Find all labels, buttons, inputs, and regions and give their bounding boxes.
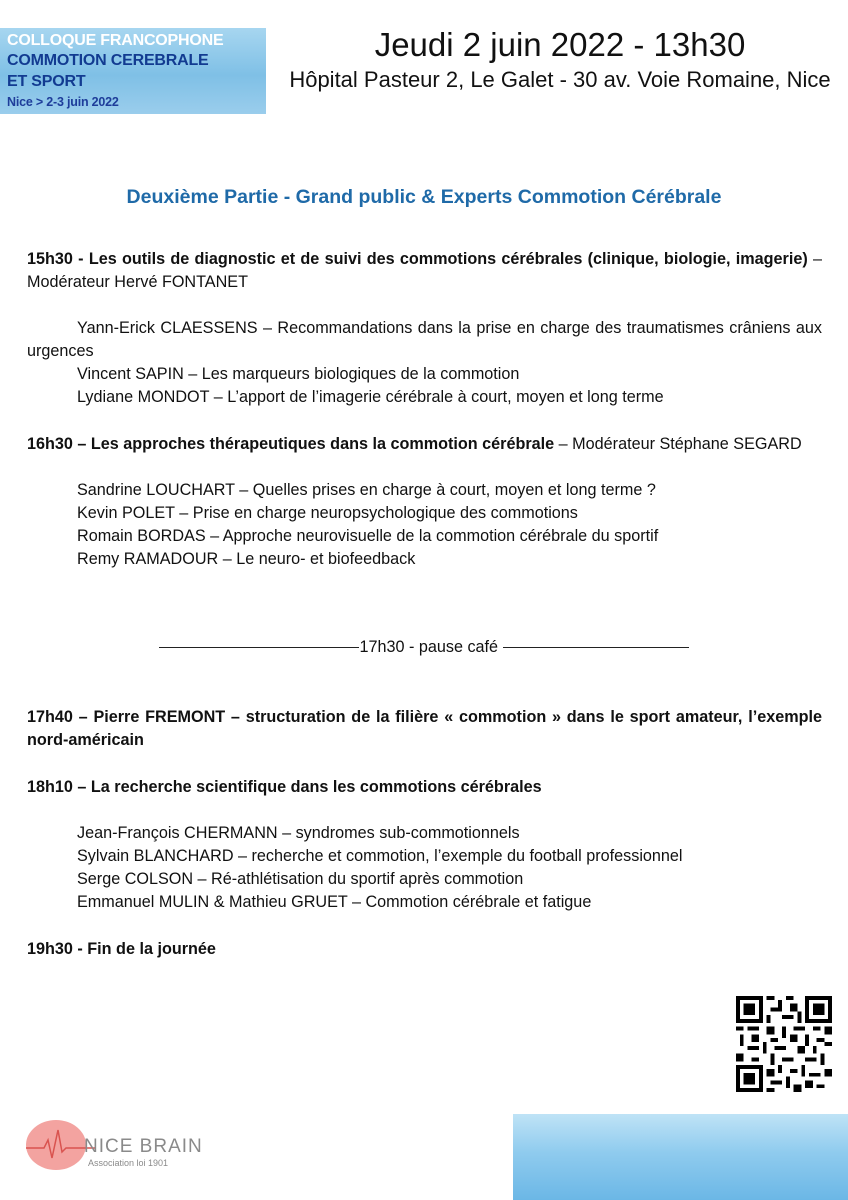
pause-rule-left: [159, 647, 359, 648]
nice-brain-subtitle: Association loi 1901: [88, 1158, 169, 1168]
event-place: Hôpital Pasteur 2, Le Galet - 30 av. Voie Romaine, Nice: [289, 67, 831, 92]
nice-brain-logo: [26, 1118, 236, 1174]
block-heading-bold: 18h10 – La recherche scientifique dans les commotions cérébrales: [27, 778, 542, 796]
day-end: 19h30 - Fin de la journée: [27, 940, 216, 958]
decorative-water-band: [513, 1114, 848, 1200]
block-heading: [27, 248, 822, 294]
program-block: [27, 433, 822, 571]
logo-line-1: COLLOQUE FRANCOPHONE: [7, 32, 224, 49]
colloque-logo: [0, 28, 266, 114]
logo-line-3: ET SPORT: [7, 73, 86, 90]
block-heading: [27, 706, 822, 752]
logo-line-4: Nice > 2-3 juin 2022: [7, 95, 119, 109]
program-block: [27, 776, 822, 914]
pause-label: 17h30 - pause café: [359, 638, 499, 656]
section-title: Deuxième Partie - Grand public & Experts Commotion Cérébrale: [126, 186, 722, 208]
pause-divider: [0, 638, 848, 657]
talk-list: [27, 822, 822, 914]
nice-brain-name: NICE BRAIN: [84, 1136, 203, 1157]
talk-list: [27, 479, 822, 571]
block-heading: [27, 433, 822, 456]
program-part-1: [27, 248, 822, 595]
talk-item: Lydiane MONDOT – L’apport de l’imagerie cérébrale à court, moyen et long terme: [77, 388, 664, 406]
talk-item: Jean-François CHERMANN – syndromes sub-commotionnels: [77, 824, 520, 842]
talk-item: Serge COLSON – Ré-athlétisation du sportif après commotion: [77, 870, 524, 888]
block-heading: [27, 776, 822, 799]
block-heading-bold: 17h40 – Pierre FREMONT – structuration de la filière « commotion » dans le sport amateur, l’exemple nord-américain: [27, 708, 822, 749]
program-block: [27, 248, 822, 409]
qr-code-icon: [736, 996, 832, 1092]
pause-rule-right: [503, 647, 689, 648]
talk-item: Sylvain BLANCHARD – recherche et commotion, l’exemple du football professionnel: [77, 847, 683, 865]
talk-item: Sandrine LOUCHART – Quelles prises en charge à court, moyen et long terme ?: [77, 481, 656, 499]
block-heading-moderator: – Modérateur Hervé FONTANET: [27, 250, 822, 291]
logo-line-2: COMMOTION CEREBRALE: [7, 52, 209, 69]
block-heading-moderator: – Modérateur Stéphane SEGARD: [554, 435, 802, 453]
event-date: Jeudi 2 juin 2022 - 13h30: [374, 26, 746, 63]
talk-item: Emmanuel MULIN & Mathieu GRUET – Commotion cérébrale et fatigue: [77, 893, 592, 911]
talk-item: Kevin POLET – Prise en charge neuropsychologique des commotions: [77, 504, 578, 522]
block-heading-bold: 15h30 - Les outils de diagnostic et de suivi des commotions cérébrales (clinique, biologie, imagerie): [27, 250, 808, 268]
talk-item: Vincent SAPIN – Les marqueurs biologiques de la commotion: [77, 365, 520, 383]
talk-item: Yann-Erick CLAESSENS – Recommandations dans la prise en charge des traumatismes crâniens aux urgences: [27, 319, 822, 360]
talk-item: Romain BORDAS – Approche neurovisuelle de la commotion cérébrale du sportif: [77, 527, 659, 545]
program-part-2: [27, 706, 822, 961]
talk-list: [27, 317, 822, 409]
program-block: [27, 706, 822, 752]
block-heading-bold: 16h30 – Les approches thérapeutiques dans la commotion cérébrale: [27, 435, 555, 453]
event-header: [280, 24, 840, 93]
talk-item: Remy RAMADOUR – Le neuro- et biofeedback: [77, 550, 416, 568]
